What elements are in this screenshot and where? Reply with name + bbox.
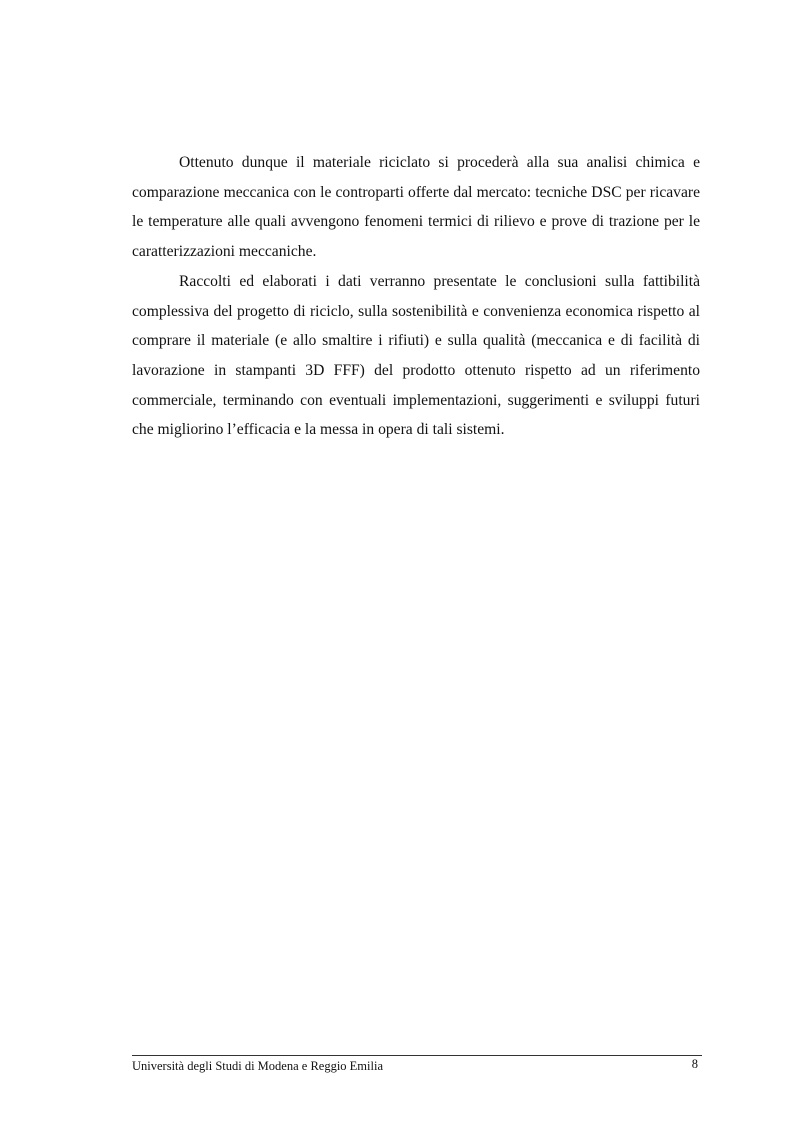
footer-divider xyxy=(132,1055,702,1056)
page-number: 8 xyxy=(691,1057,698,1071)
paragraph-2: Raccolti ed elaborati i dati verranno presentate le conclusioni sulla fattibilità complessiva del progetto di riciclo, sulla sostenibilità e convenienza economica rispetto al comprare il materiale (e allo smaltire i rifiuti) e sulla qualità (meccanica e di facilità di lavorazione in stampanti 3D FFF) del prodotto ottenuto rispetto ad un riferimento commerciale, terminando con eventuali implementazioni, suggerimenti e sviluppi futuri che migliorino l’efficacia e la messa in opera di tali sistemi. xyxy=(132,272,700,439)
paragraph-1: Ottenuto dunque il materiale riciclato si procederà alla sua analisi chimica e comparazione meccanica con le controparti offerte dal mercato: tecniche DSC per ricavare le temperature alle quali avvengono fenomeni termici di rilievo e prove di trazione per le caratterizzazioni meccaniche. xyxy=(132,154,700,261)
body-text xyxy=(132,148,700,445)
footer-institution: Università degli Studi di Modena e Reggio Emilia xyxy=(132,1059,384,1073)
